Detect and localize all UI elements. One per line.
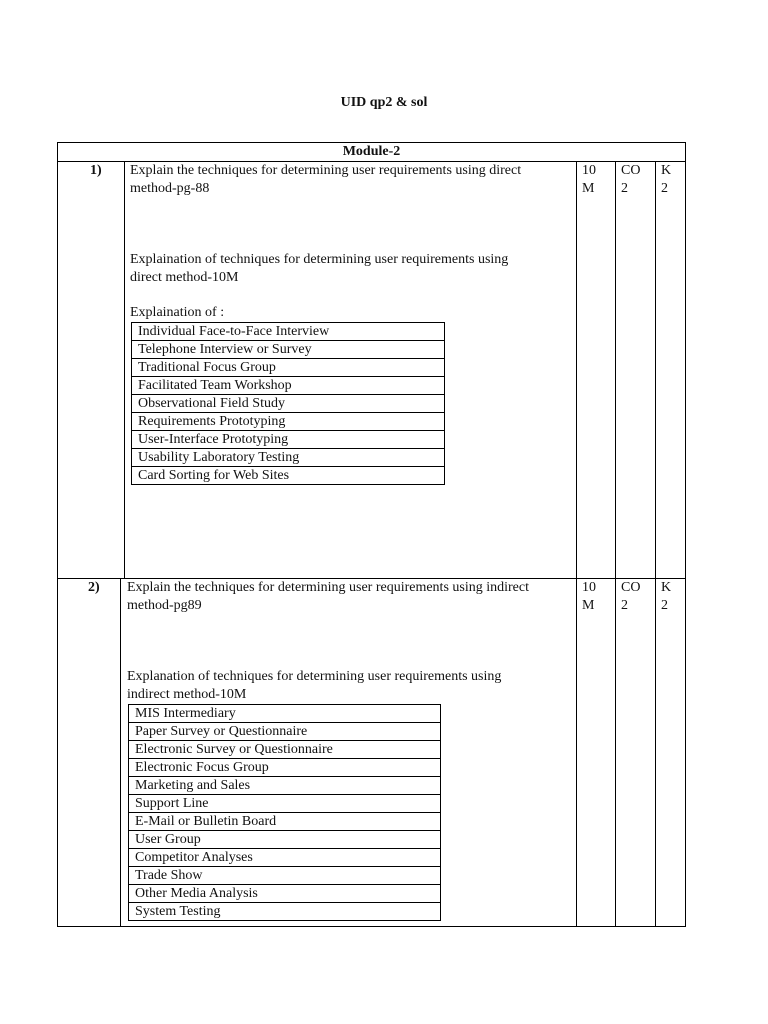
answer-text: direct method-10M [130,270,239,285]
answer-text: Explaination of : [130,305,225,320]
list-item: Observational Field Study [132,395,445,413]
list-item: Competitor Analyses [129,849,441,867]
list-item: Telephone Interview or Survey [132,341,445,359]
marks-value: M [582,598,595,613]
technique-list [128,704,441,921]
answer-text: indirect method-10M [127,687,247,702]
list-item: Paper Survey or Questionnaire [129,723,441,741]
marks-value: M [582,181,595,196]
list-item: User-Interface Prototyping [132,431,445,449]
list-item: Trade Show [129,867,441,885]
col-divider [576,162,577,926]
k-level-value: K [661,580,672,595]
question-text: Explain the techniques for determining user requirements using indirect [127,580,529,595]
list-item: Usability Laboratory Testing [132,449,445,467]
list-item: Marketing and Sales [129,777,441,795]
marks-value: 10 [582,163,596,178]
col-divider [120,579,121,926]
list-item: Electronic Focus Group [129,759,441,777]
col-divider [124,162,125,578]
list-item: MIS Intermediary [129,705,441,723]
co-value: CO [621,580,641,595]
list-item: Requirements Prototyping [132,413,445,431]
list-item: System Testing [129,903,441,921]
co-value: 2 [621,598,628,613]
co-value: 2 [621,181,628,196]
list-item: Card Sorting for Web Sites [132,467,445,485]
question-table [57,142,686,927]
co-value: CO [621,163,641,178]
col-divider [615,162,616,926]
marks-value: 10 [582,580,596,595]
list-item: Other Media Analysis [129,885,441,903]
technique-list [131,322,445,485]
document-title: UID qp2 & sol [340,95,428,110]
list-item: Traditional Focus Group [132,359,445,377]
col-divider [655,162,656,926]
module-header: Module-2 [58,143,685,162]
list-item: Electronic Survey or Questionnaire [129,741,441,759]
question-number: 2) [88,580,100,595]
question-number: 1) [90,163,102,178]
k-level-value: 2 [661,181,668,196]
question-text: method-pg89 [127,598,202,613]
answer-text: Explaination of techniques for determining user requirements using [130,252,509,267]
k-level-value: K [661,163,672,178]
list-item: E-Mail or Bulletin Board [129,813,441,831]
list-item: Facilitated Team Workshop [132,377,445,395]
list-item: User Group [129,831,441,849]
k-level-value: 2 [661,598,668,613]
list-item: Support Line [129,795,441,813]
answer-text: Explanation of techniques for determining user requirements using [127,669,502,684]
list-item: Individual Face-to-Face Interview [132,323,445,341]
question-text: method-pg-88 [130,181,210,196]
question-text: Explain the techniques for determining user requirements using direct [130,163,522,178]
